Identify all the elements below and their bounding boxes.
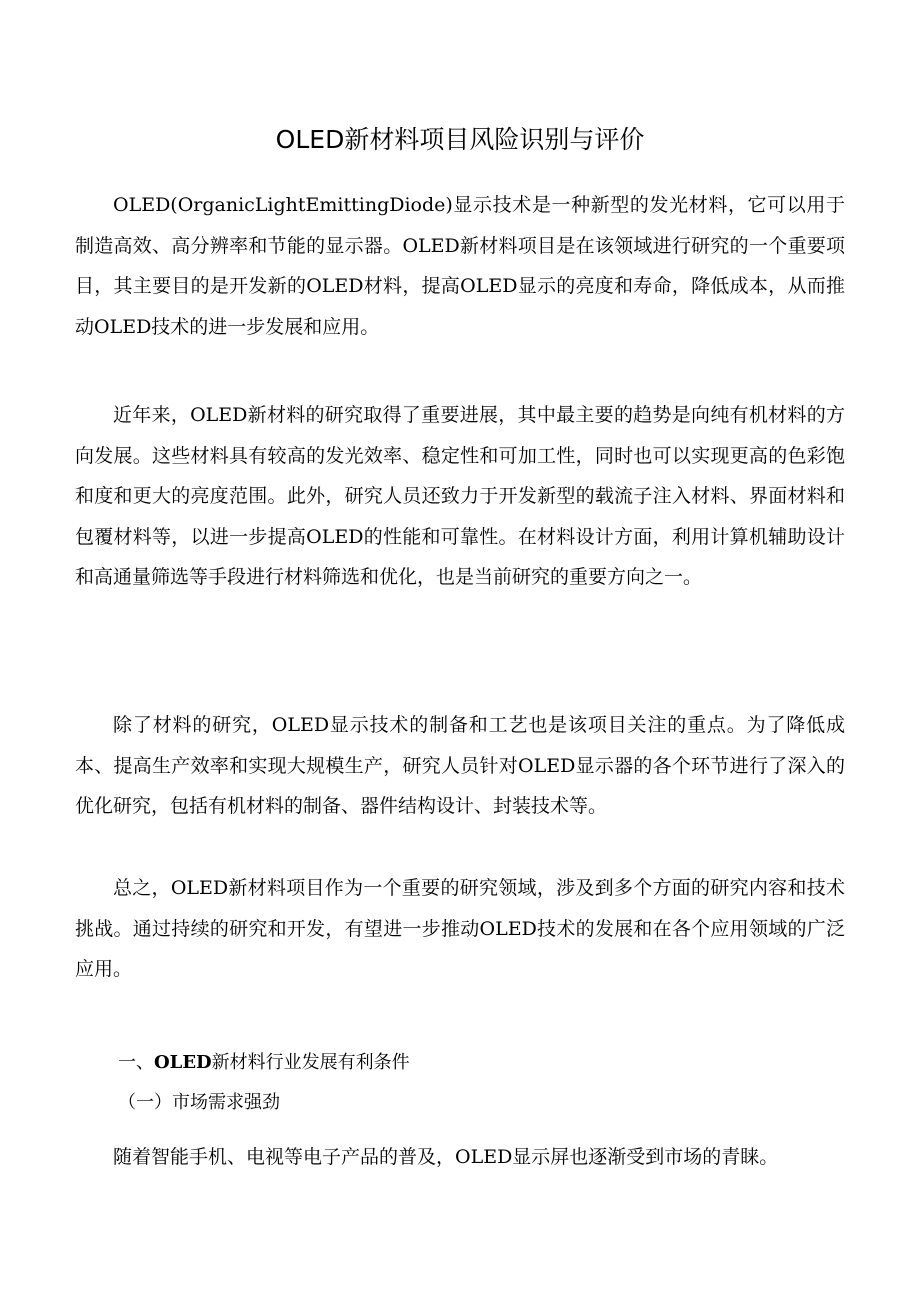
section-heading-rest: 新材料行业发展有利条件 [211, 1052, 410, 1073]
section-heading-1 [118, 1048, 410, 1078]
document-title: OLED新材料项目风险识别与评价 [275, 125, 645, 154]
body-paragraph-2: 近年来，OLED新材料的研究取得了重要进展，其中最主要的趋势是向纯有机材料的方向发展。这些材料具有较高的发光效率、稳定性和可加工性，同时也可以实现更高的色彩饱和度和更大的亮度范围。此外，研究人员还致力于开发新型的载流子注入材料、界面材料和包覆材料等，以进一步提高OLED的性能和可靠性。在材料设计方面，利用计算机辅助设计和高通量筛选等手段进行材料筛选和优化，也是当前研究的重要方向之一。 [75, 404, 845, 588]
subsection-heading-1: （一）市场需求强劲 [118, 1092, 280, 1113]
body-paragraph-3: 除了材料的研究，OLED显示技术的制备和工艺也是该项目关注的重点。为了降低成本、提高生产效率和实现大规模生产，研究人员针对OLED显示器的各个环节进行了深入的优化研究，包括有机材料的制备、器件结构设计、封装技术等。 [75, 714, 845, 817]
section-heading-bold: OLED [154, 1052, 212, 1073]
body-paragraph-5: 随着智能手机、电视等电子产品的普及，OLED显示屏也逐渐受到市场的青睐。 [113, 1146, 779, 1168]
body-paragraph-1: OLED(OrganicLightEmittingDiode)显示技术是一种新型的发光材料，它可以用于制造高效、高分辨率和节能的显示器。OLED新材料项目是在该领域进行研究的一个重要项目，其主要目的是开发新的OLED材料，提高OLED显示的亮度和寿命，降低成本，从而推动OLED技术的进一步发展和应用。 [75, 194, 845, 338]
body-paragraph-4: 总之，OLED新材料项目作为一个重要的研究领域，涉及到多个方面的研究内容和技术挑战。通过持续的研究和开发，有望进一步推动OLED技术的发展和在各个应用领域的广泛应用。 [75, 877, 845, 980]
section-heading-prefix: 一、 [118, 1052, 154, 1073]
